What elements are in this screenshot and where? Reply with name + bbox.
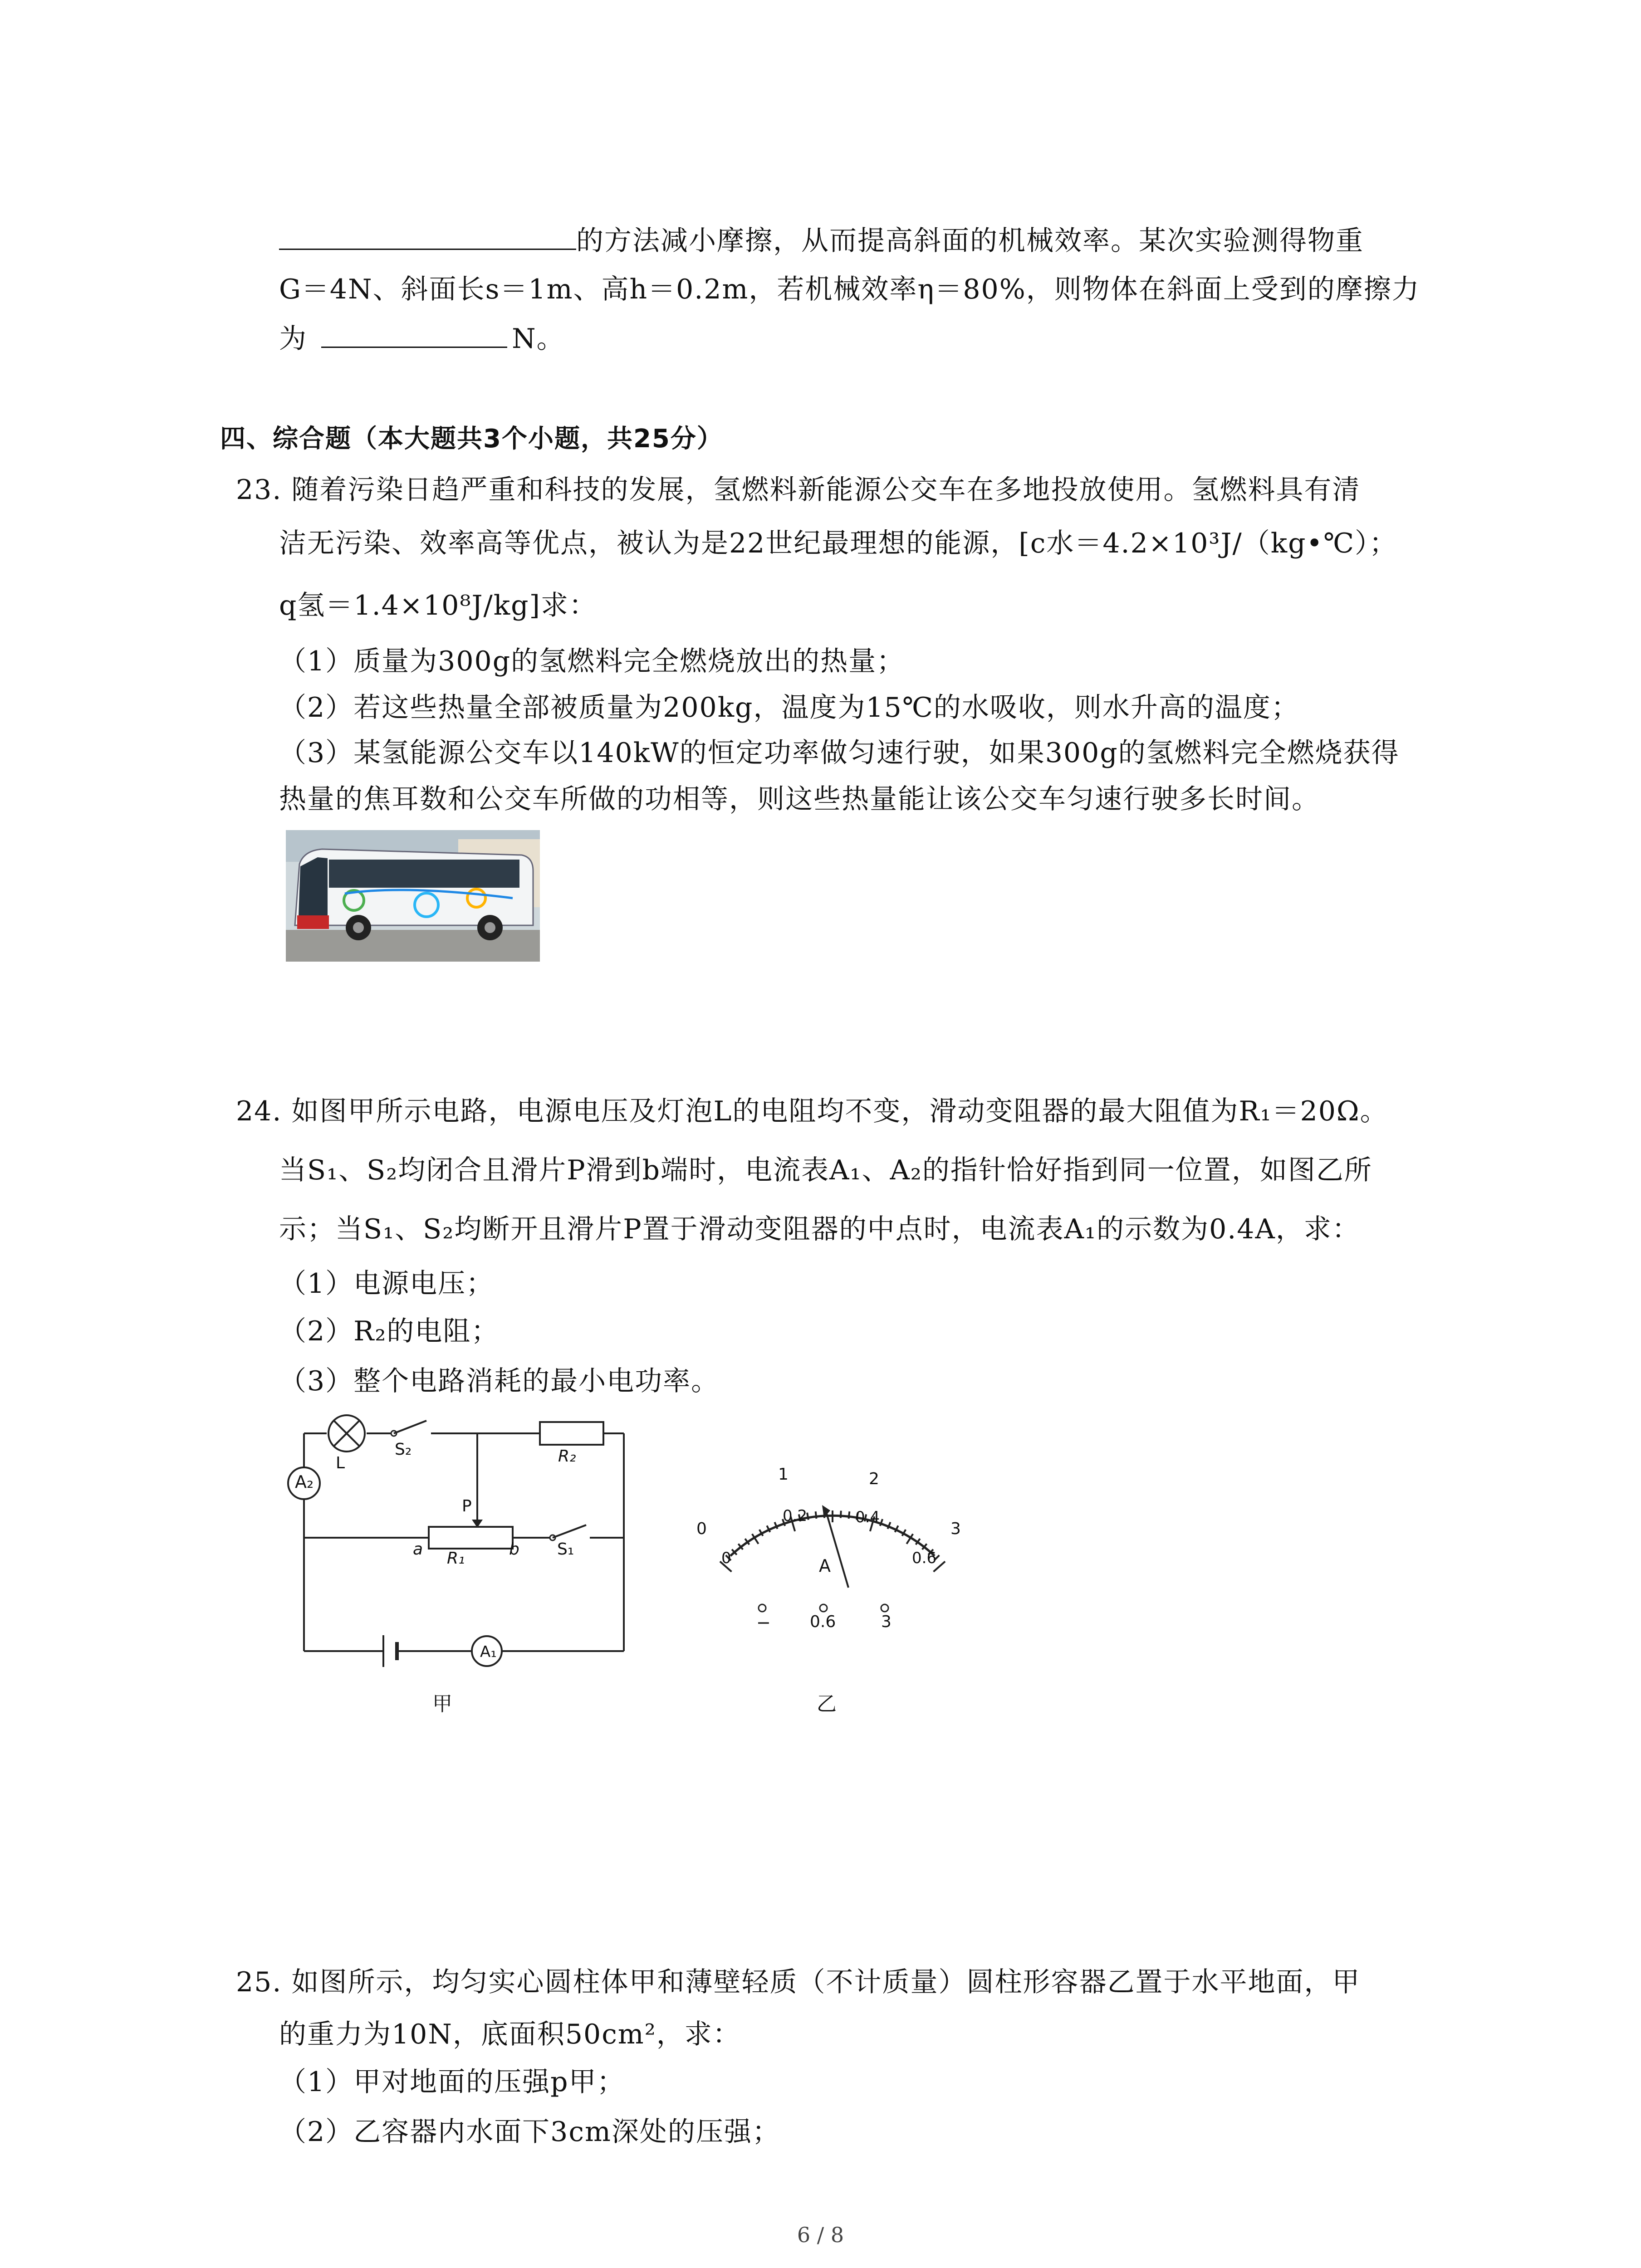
- terminal-minus: −: [756, 1613, 771, 1633]
- q24-item-2: （2）R₂的电阻；: [279, 1315, 500, 1347]
- q22-line-3-prefix: 为: [279, 323, 307, 355]
- caption-jia: 甲: [432, 1692, 452, 1716]
- label-a: a: [413, 1540, 423, 1559]
- dial-lower-2: 0.4: [855, 1508, 880, 1526]
- bus-photo: [286, 830, 540, 962]
- page-number: 6 / 8: [797, 2223, 844, 2247]
- q23-item-3b: 热量的焦耳数和公交车所做的功相等，则这些热量能让该公交车匀速行驶多长时间。: [279, 783, 1320, 815]
- q22-line-1-text: 的方法减小摩擦，从而提高斜面的机械效率。某次实验测得物重: [576, 225, 1364, 257]
- q24-line-3: 示；当S₁、S₂均断开且滑片P置于滑动变阻器的中点时，电流表A₁的示数为0.4A，求：: [279, 1213, 1360, 1245]
- label-p: P: [462, 1497, 472, 1515]
- terminal-0-6: 0.6: [810, 1613, 836, 1631]
- dial-tick: [849, 1511, 850, 1519]
- q23-line-3: q氢＝1.4×10⁸J/kg]求：: [279, 590, 597, 621]
- dial-lower-0: 0: [721, 1549, 731, 1567]
- q22-line-3: [279, 320, 565, 357]
- circuit-diagram: [272, 1406, 644, 1669]
- dial-tick: [816, 1511, 817, 1519]
- dial-upper-2: 2: [869, 1470, 879, 1488]
- dial-tick: [807, 1513, 808, 1520]
- caption-yi: 乙: [817, 1692, 837, 1716]
- q24-item-3: （3）整个电路消耗的最小电功率。: [279, 1365, 720, 1397]
- answer-blank[interactable]: [279, 222, 576, 250]
- dial-lower-1: 0.2: [783, 1507, 808, 1525]
- q23-line-1: 23. 随着污染日趋严重和科技的发展，氢燃料新能源公交车在多地投放使用。氢燃料具有清: [236, 474, 1361, 506]
- q25-item-2: （2）乙容器内水面下3cm深处的压强；: [279, 2116, 780, 2148]
- label-b: b: [509, 1540, 519, 1559]
- q25-item-1: （1）甲对地面的压强p甲；: [279, 2066, 625, 2098]
- label-l: L: [336, 1454, 345, 1472]
- q22-line-1: [279, 222, 1364, 259]
- q23-line-2: 洁无污染、效率高等优点，被认为是22世纪最理想的能源，[c水＝4.2×10³J/（kg•℃）；: [279, 528, 1397, 559]
- label-r1: R₁: [447, 1549, 465, 1568]
- q23-item-1: （1）质量为300g的氢燃料完全燃烧放出的热量；: [279, 645, 905, 677]
- dial-unit: A: [819, 1556, 831, 1576]
- dial-lower-3: 0.6: [912, 1549, 937, 1567]
- dial-upper-1: 1: [778, 1465, 789, 1484]
- q25-line-2: 的重力为10N，底面积50cm²，求：: [279, 2019, 741, 2050]
- q23-item-3a: （3）某氢能源公交车以140kW的恒定功率做匀速行驶，如果300g的氢燃料完全燃烧获得: [279, 737, 1400, 769]
- section-heading: 四、综合题（本大题共3个小题，共25分）: [220, 424, 723, 454]
- q24-line-1: 24. 如图甲所示电路，电源电压及灯泡L的电阻均不变，滑动变阻器的最大阻值为R₁＝20Ω。: [236, 1095, 1388, 1127]
- q22-line-3-suffix: N。: [512, 323, 565, 355]
- label-a1: A₁: [480, 1643, 497, 1661]
- q23-item-2: （2）若这些热量全部被质量为200kg，温度为15℃的水吸收，则水升高的温度；: [279, 692, 1299, 723]
- q25-line-1: 25. 如图所示，均匀实心圆柱体甲和薄壁轻质（不计质量）圆柱形容器乙置于水平地面，甲: [236, 1966, 1361, 1998]
- dial-upper-3: 3: [950, 1520, 961, 1538]
- answer-blank[interactable]: [321, 320, 507, 348]
- label-a2: A₂: [295, 1472, 314, 1492]
- label-s1: S₁: [557, 1540, 574, 1559]
- q24-item-1: （1）电源电压；: [279, 1268, 495, 1300]
- dial-upper-0: 0: [696, 1520, 707, 1538]
- terminal-3: 3: [881, 1613, 892, 1631]
- q24-line-2: 当S₁、S₂均闭合且滑片P滑到b端时，电流表A₁、A₂的指针恰好指到同一位置，如图乙所: [279, 1154, 1372, 1186]
- label-s2: S₂: [395, 1440, 412, 1459]
- label-r2: R₂: [558, 1447, 576, 1466]
- q22-line-2: G＝4N、斜面长s＝1m、高h＝0.2m，若机械效率η＝80%，则物体在斜面上受到的摩擦力: [279, 274, 1420, 305]
